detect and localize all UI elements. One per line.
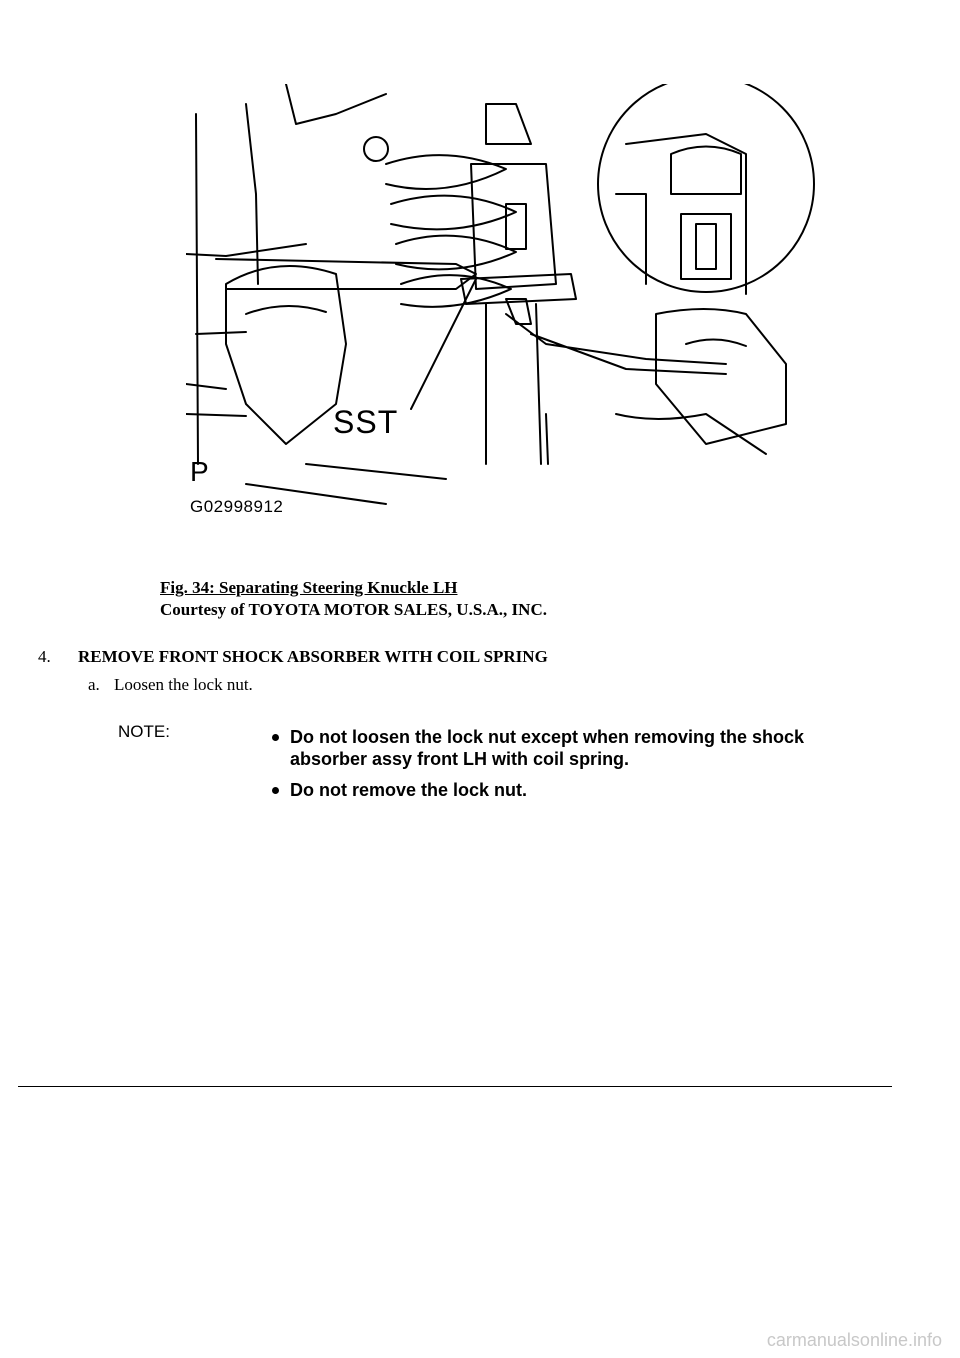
figure-caption (160, 577, 547, 621)
watermark: carmanualsonline.info (766, 1330, 942, 1350)
sst-label: SST (333, 404, 399, 440)
suspension-line-drawing (186, 84, 818, 524)
figure-title-link[interactable]: Fig. 34: Separating Steering Knuckle LH (160, 578, 458, 597)
step-title: REMOVE FRONT SHOCK ABSORBER WITH COIL SPRING (78, 647, 548, 666)
bullet-icon (272, 734, 279, 741)
substep-a (88, 674, 253, 696)
note-item: Do not remove the lock nut. (268, 779, 868, 801)
step-4 (38, 646, 548, 668)
substep-text: Loosen the lock nut. (114, 675, 253, 694)
step-number: 4. (38, 647, 51, 666)
figure-p-label: P (190, 456, 209, 487)
note-item: Do not loosen the lock nut except when removing the shock absorber assy front LH with coil spring. (268, 726, 868, 770)
note-label: NOTE: (118, 722, 170, 741)
suspension-figure (186, 84, 818, 524)
substep-letter: a. (88, 675, 100, 694)
figure-courtesy: Courtesy of TOYOTA MOTOR SALES, U.S.A., INC. (160, 600, 547, 619)
figure-code: G02998912 (190, 497, 284, 516)
note-list (268, 726, 868, 810)
bullet-icon (272, 787, 279, 794)
page-divider (18, 1086, 892, 1087)
